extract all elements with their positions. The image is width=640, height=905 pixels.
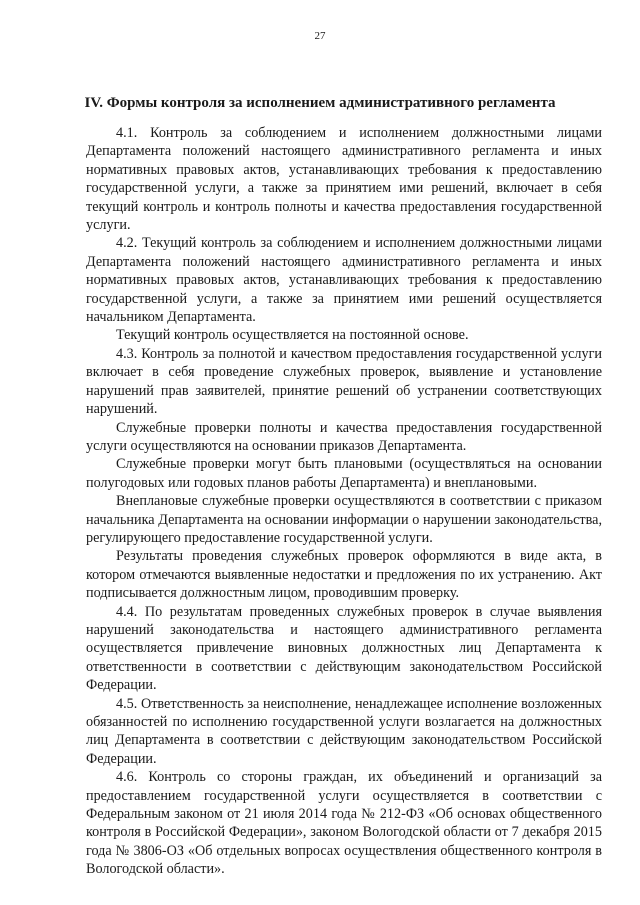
paragraph-check-results: Результаты проведения служебных проверок оформляются в виде акта, в котором отмечаются выявленные недостатки и предложения по их устранению. Акт подписывается должностным лицом, проводившим проверку. [86, 548, 602, 602]
paragraph-4-4: 4.4. По результатам проведенных служебных проверок в случае выявления нарушений законодательства и настоящего административного регламента осуществляется привлечение виновных должностных лиц Департамента к ответственности в соответствии с действующим законодательством Российской Федерации. [86, 603, 602, 694]
page-number: 27 [314, 30, 326, 42]
paragraph-service-checks-basis: Служебные проверки полноты и качества предоставления государственной услуги осуществляются на основании приказов Департамента. [86, 419, 602, 454]
paragraph-4-2: 4.2. Текущий контроль за соблюдением и исполнением должностными лицами Департамента положений настоящего административного регламента и иных нормативных правовых актов, устанавливающих требования к предоставлению государственной услуги, а также за принятием ими решений осуществляется начальником Департамента. [86, 235, 602, 326]
paragraph-4-6: 4.6. Контроль со стороны граждан, их объединений и организаций за предоставлением государственной услуги осуществляется в соответствии с Федеральным законом от 21 июля 2014 года № 212-ФЗ «Об основах общественного контроля в Российской Федерации», законом Вологодской области от 7 декабря 2015 года № 3806-ОЗ «Об отдельных вопросах осуществления общественного контроля в Вологодской области». [86, 769, 602, 878]
paragraph-unscheduled-checks: Внеплановые служебные проверки осуществляются в соответствии с приказом начальника Департамента на основании информации о нарушении законодательства, регулирующего предоставление государственной услуги. [86, 493, 602, 546]
paragraph-4-1: 4.1. Контроль за соблюдением и исполнением должностными лицами Департамента положений настоящего административного регламента и иных нормативных правовых актов, устанавливающих требования к предоставлению государственной услуги, а также за принятием ими решений, включает в себя текущий контроль и контроль полноты и качества предоставления государственной услуги. [86, 125, 602, 234]
paragraph-4-3: 4.3. Контроль за полнотой и качеством предоставления государственной услуги включает в себя проведение служебных проверок, выявление и установление нарушений прав заявителей, принятие решений об устранении соответствующих нарушений. [86, 345, 602, 418]
paragraph-4-5: 4.5. Ответственность за неисполнение, ненадлежащее исполнение возложенных обязанностей по исполнению государственной услуги возлагается на должностных лиц Департамента в соответствии с действующим законодательством Российской Федерации. [86, 695, 602, 767]
document-body [86, 124, 602, 879]
paragraph-service-checks-types: Служебные проверки могут быть плановыми (осуществляться на основании полугодовых или годовых планов работы Департамента) и внеплановыми. [86, 456, 602, 491]
paragraph-current-control: Текущий контроль осуществляется на постоянной основе. [116, 327, 469, 344]
section-title: IV. Формы контроля за исполнением административного регламента [84, 95, 556, 111]
